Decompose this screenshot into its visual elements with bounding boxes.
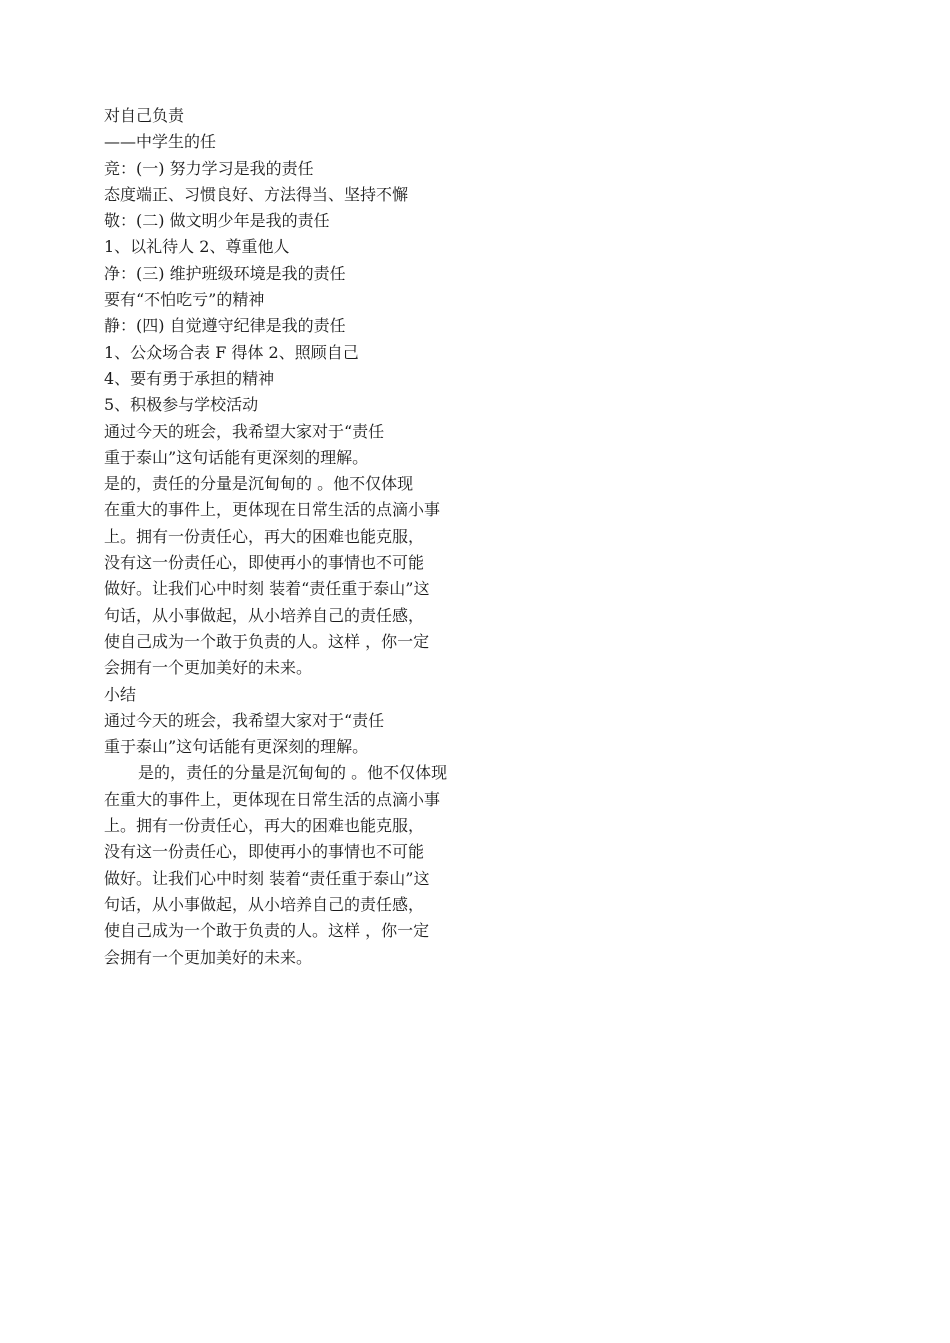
document-subtitle: ——中学生的任 [104, 132, 217, 152]
section-heading-2: 敬：(二) 做文明少年是我的责任 [104, 211, 330, 231]
paragraph-line: 是的，责任的分量是沉甸甸的 。他不仅体现 [104, 474, 414, 494]
paragraph-line: 通过今天的班会，我希望大家对于“责任 [104, 710, 385, 730]
text-line: 1、公众场合表 F 得体 2、照顾自己 [104, 342, 359, 362]
paragraph-line: 通过今天的班会，我希望大家对于“责任 [104, 421, 385, 441]
section-heading-4: 静：(四) 自觉遵守纪律是我的责任 [104, 316, 346, 336]
document-body [104, 103, 524, 971]
text-line: 要有“不怕吃亏”的精神 [104, 290, 265, 310]
paragraph-line: 重于泰山”这句话能有更深刻的理解。 [104, 737, 369, 757]
paragraph-line: 没有这一份责任心，即使再小的事情也不可能 [104, 553, 425, 573]
paragraph-line: 使自己成为一个敢于负责的人。这样 ，你一定 [104, 631, 430, 651]
paragraph-line: 上。拥有一份责任心，再大的困难也能克服， [104, 526, 425, 546]
paragraph-line: 会拥有一个更加美好的未来。 [104, 947, 313, 967]
paragraph-line: 句话，从小事做起，从小培养自己的责任感， [104, 605, 425, 625]
paragraph-line: 使自己成为一个敢于负责的人。这样 ，你一定 [104, 921, 430, 941]
section-heading-1: 竞：(一) 努力学习是我的责任 [104, 158, 314, 178]
paragraph-line: 是的，责任的分量是沉甸甸的 。他不仅体现 [138, 763, 448, 783]
paragraph-line: 做好。让我们心中时刻 装着“责任重于泰山”这 [104, 579, 430, 599]
paragraph-line: 上。拥有一份责任心，再大的困难也能克服， [104, 816, 425, 836]
paragraph-line: 句话，从小事做起，从小培养自己的责任感， [104, 894, 425, 914]
paragraph-line: 没有这一份责任心，即使再小的事情也不可能 [104, 842, 425, 862]
document-title: 对自己负责 [104, 106, 185, 125]
paragraph-line: 做好。让我们心中时刻 装着“责任重于泰山”这 [104, 868, 430, 888]
text-line: 态度端正、习惯良好、方法得当、坚持不懈 [104, 184, 409, 204]
paragraph-line: 会拥有一个更加美好的未来。 [104, 658, 313, 678]
paragraph-line: 在重大的事件上，更体现在日常生活的点滴小事 [104, 789, 441, 809]
text-line: 1、以礼待人 2、尊重他人 [104, 237, 290, 257]
paragraph-line: 重于泰山”这句话能有更深刻的理解。 [104, 447, 369, 467]
paragraph-line: 在重大的事件上，更体现在日常生活的点滴小事 [104, 500, 441, 520]
text-line: 5、积极参与学校活动 [104, 395, 259, 415]
text-line: 4、要有勇于承担的精神 [104, 368, 275, 388]
summary-heading: 小结 [104, 684, 137, 704]
section-heading-3: 净：(三) 维护班级环境是我的责任 [104, 263, 346, 283]
